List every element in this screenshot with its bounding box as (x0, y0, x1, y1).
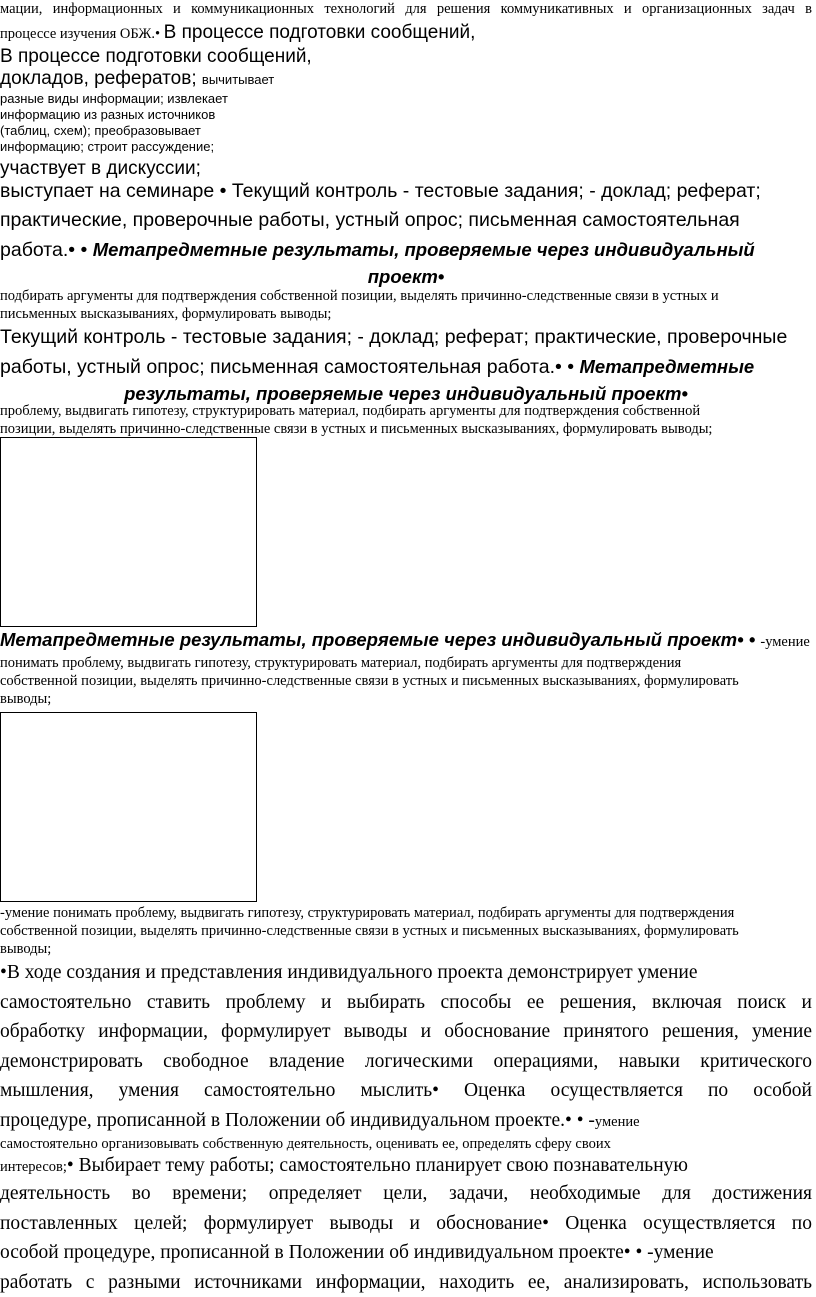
text-line: Текущий контроль - тестовые задания; - доклад; реферат; практические, проверочные (0, 323, 812, 352)
text-line: информацию; строит рассуждение; (0, 139, 812, 155)
text-line: -умение понимать проблему, выдвигать гипотезу, структурировать материал, подбирать аргументы для подтверждения (0, 904, 812, 922)
text-line: работать с разными источниками информации, находить ее, анализировать, использовать (0, 1268, 812, 1297)
paragraph-control-2 (0, 323, 812, 406)
paragraph-skills (0, 904, 812, 958)
text-small: процессе изучения ОБЖ.• (0, 26, 164, 42)
paragraph-control-1 (0, 177, 812, 289)
text-line: разные виды информации; извлекает (0, 91, 812, 107)
text-large: В процессе подготовки сообщений, (164, 22, 476, 43)
text-line: собственной позиции, выделять причинно-следственные связи в устных и письменных высказываниях, формулировать (0, 672, 812, 690)
paragraph-messages (0, 45, 812, 181)
paragraph-arguments (0, 287, 812, 323)
paragraph-problem (0, 402, 812, 438)
text-line: выводы; (0, 940, 812, 958)
text-line: практические, проверочные работы, устный опрос; письменная самостоятельная (0, 206, 812, 235)
text-line: деятельность во времени; определяет цели, задачи, необходимые для достижения (0, 1179, 812, 1209)
text-line (0, 1153, 812, 1179)
text-line (0, 1106, 812, 1136)
image-placeholder-frame (0, 437, 257, 627)
text-small: интересов; (0, 1159, 67, 1175)
text-line: письменных высказываниях, формулировать выводы; (0, 305, 812, 323)
text-line (0, 628, 812, 654)
text-line: •В ходе создания и представления индивидуального проекта демонстрирует умение (0, 958, 812, 988)
text-small: умение (595, 1114, 640, 1130)
text-line: информацию из разных источников (0, 107, 812, 123)
section-heading: Метапредметные результаты, проверяемые через индивидуальный проект• • (0, 629, 760, 650)
text-line: проблему, выдвигать гипотезу, структурировать материал, подбирать аргументы для подтверждения собственной (0, 402, 812, 420)
text-line: поставленных целей; формулирует выводы и обоснование• Оценка осуществляется по (0, 1209, 812, 1239)
text-line: В процессе подготовки сообщений, (0, 45, 812, 69)
text-line: выводы; (0, 690, 812, 708)
text-large: особой процедуре, прописанной в Положении об индивидуальном проекте• • - (0, 1242, 654, 1263)
text-line (0, 352, 812, 382)
section-heading: проект• (0, 265, 812, 289)
text-small: -умение (760, 634, 809, 650)
section-heading: Метапредметные результаты, проверяемые через индивидуальный (93, 239, 755, 260)
text-line: позиции, выделять причинно-следственные связи в устных и письменных высказываниях, формулировать выводы; (0, 420, 812, 438)
paragraph-project (0, 958, 812, 1297)
paragraph-meta-results (0, 628, 812, 708)
text-line: (таблиц, схем); преобразовывает (0, 123, 812, 139)
text-line (0, 21, 812, 45)
section-heading: результаты, проверяемые через индивидуальный проект• (0, 382, 812, 406)
text-small: умение (654, 1242, 714, 1263)
text-plain: работы, устный опрос; письменная самостоятельная работа.• • (0, 356, 580, 378)
text-line: самостоятельно организовывать собственную деятельность, оценивать ее, определять сферу своих (0, 1135, 812, 1153)
section-heading: Метапредметные (580, 356, 755, 377)
text-line: мации, информационных и коммуникационных технологий для решения коммуникативных и организационных задач в (0, 0, 812, 18)
text-line (0, 235, 812, 265)
image-placeholder-frame (0, 712, 257, 902)
text-small: вычитывает (202, 72, 274, 87)
text-line: мышления, умения самостоятельно мыслить• Оценка осуществляется по особой (0, 1076, 812, 1106)
text-line: подбирать аргументы для подтверждения собственной позиции, выделять причинно-следственные связи в устных и (0, 287, 812, 305)
text-line: обработку информации, формулирует выводы и обоснование принятого решения, умение (0, 1017, 812, 1047)
text-line: понимать проблему, выдвигать гипотезу, структурировать материал, подбирать аргументы для подтверждения (0, 654, 812, 672)
text-line: демонстрировать свободное владение логическими операциями, навыки критического (0, 1047, 812, 1077)
text-line (0, 1238, 812, 1268)
text-plain: работа.• • (0, 239, 93, 261)
text-large: докладов, рефератов; (0, 68, 202, 89)
text-large: • Выбирает тему работы; самостоятельно планирует свою познавательную (67, 1155, 688, 1176)
text-line (0, 67, 812, 91)
text-line: собственной позиции, выделять причинно-следственные связи в устных и письменных высказываниях, формулировать (0, 922, 812, 940)
text-line: выступает на семинаре • Текущий контроль - тестовые задания; - доклад; реферат; (0, 177, 812, 206)
text-line: самостоятельно ставить проблему и выбирать способы ее решения, включая поиск и (0, 988, 812, 1018)
text-large: процедуре, прописанной в Положении об индивидуальном проекте.• • - (0, 1110, 595, 1131)
text-line: участвует в дискуссии; (0, 157, 812, 181)
paragraph-intro (0, 0, 812, 45)
